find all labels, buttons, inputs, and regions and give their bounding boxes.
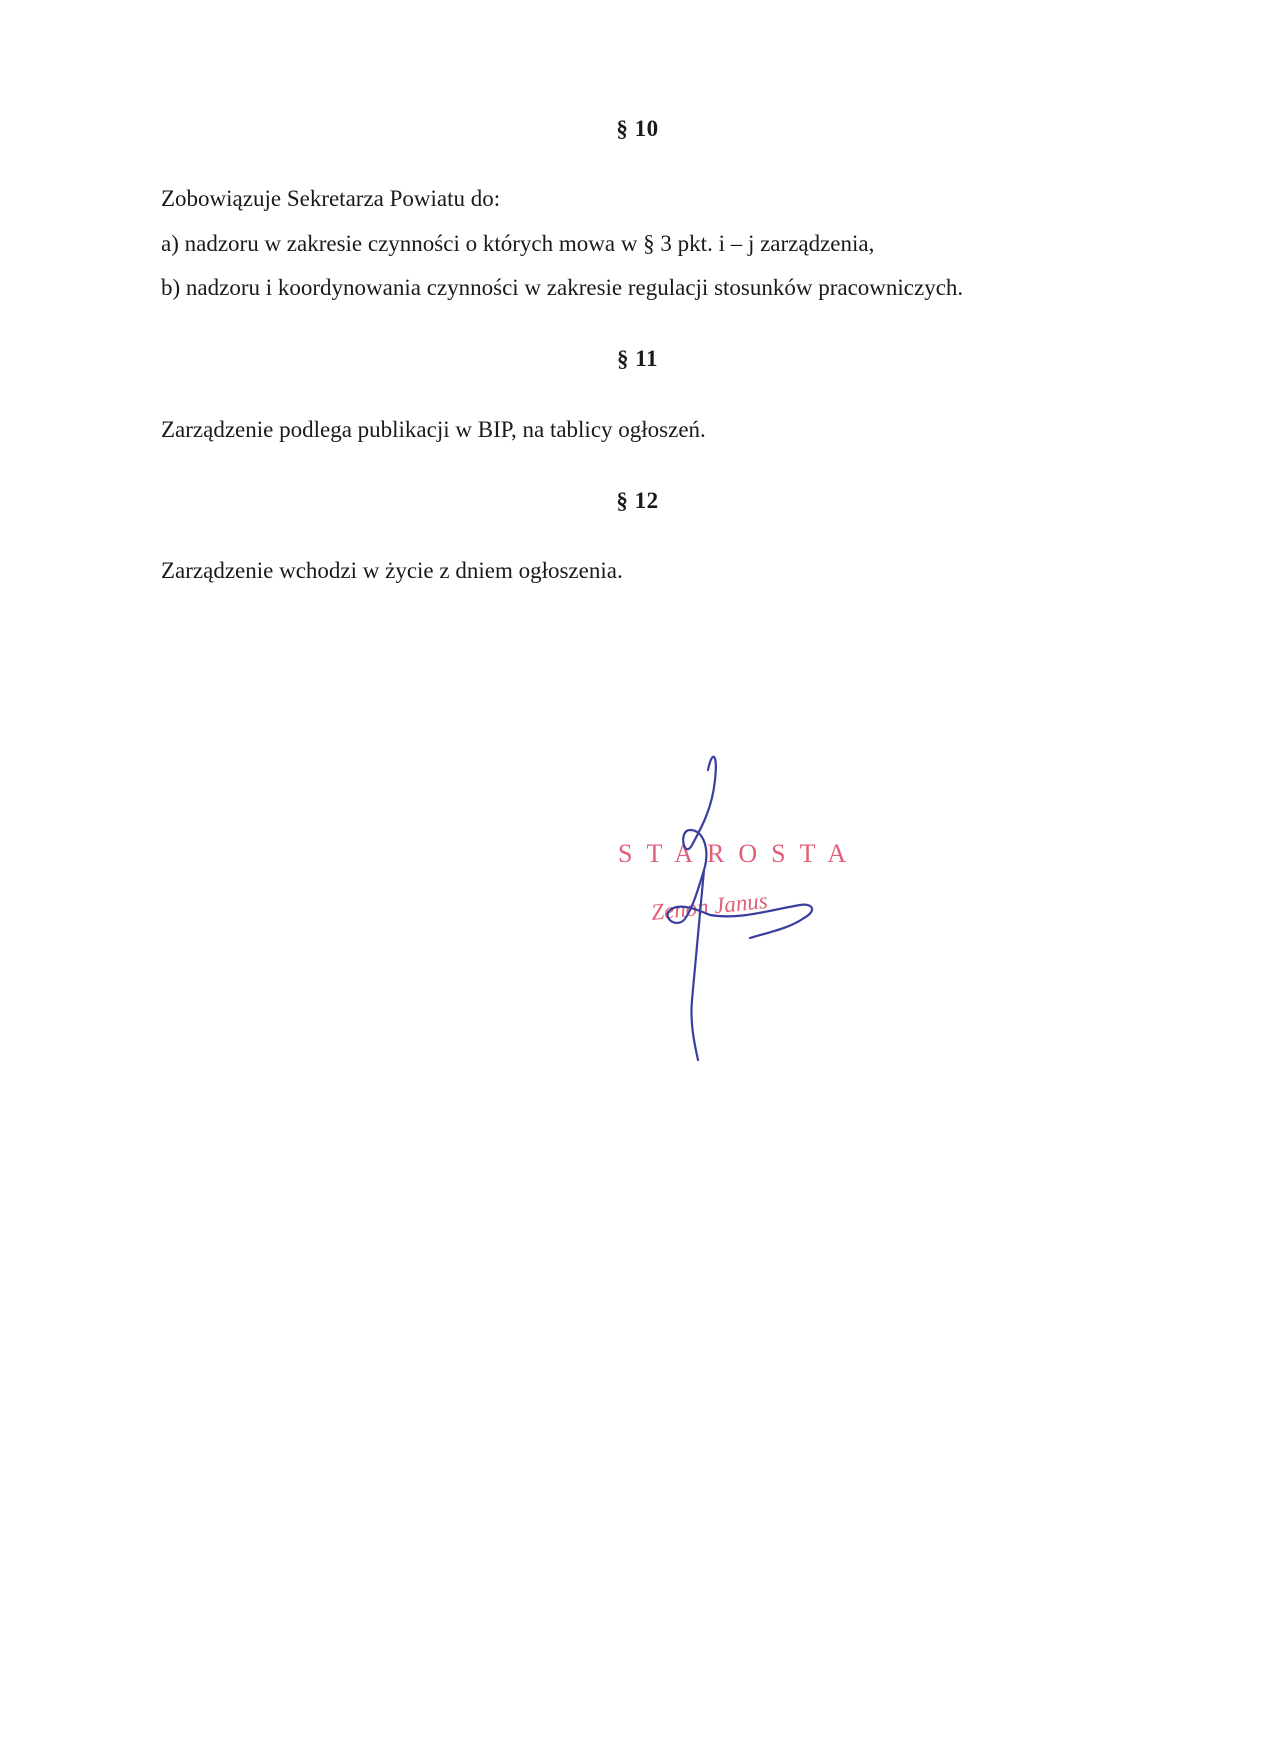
paragraph-line: a) nadzoru w zakresie czynności o których mowa w § 3 pkt. i – j zarządzenia, [161,231,875,256]
paragraph-line: b) nadzoru i koordynowania czynności w zakresie regulacji stosunków pracowniczych. [161,275,964,300]
paragraph-line: Zarządzenie podlega publikacji w BIP, na tablicy ogłoszeń. [161,417,706,442]
section-heading-10: § 10 [616,116,659,141]
paragraph-line: Zobowiązuje Sekretarza Powiatu do: [161,186,501,211]
section-heading-11: § 11 [617,346,658,371]
official-stamp [600,760,860,1020]
stamp-graphic [600,760,860,1080]
stamp-title: STAROSTA [618,839,861,868]
stamp-name: Zenon Janus [649,887,769,925]
paragraph-line: Zarządzenie wchodzi w życie z dniem ogłoszenia. [161,558,623,583]
section-heading-12: § 12 [616,488,659,513]
